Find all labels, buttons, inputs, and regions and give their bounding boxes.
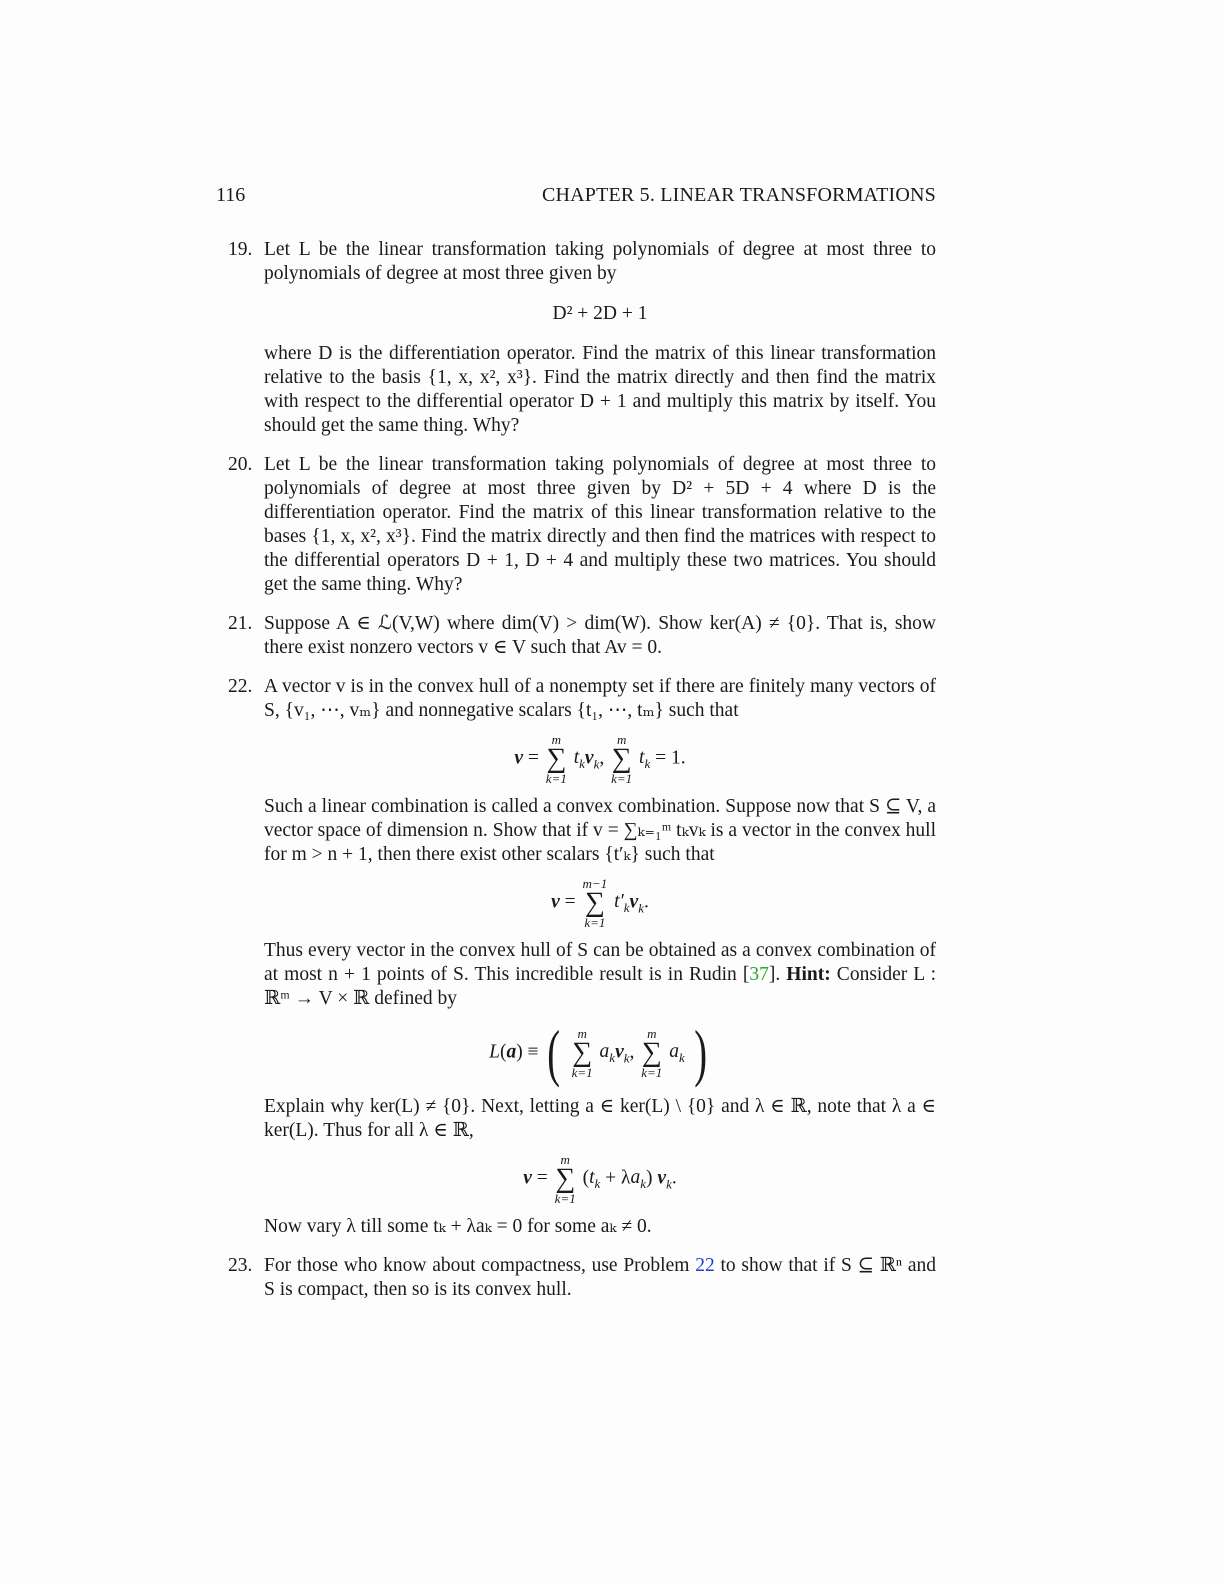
- problem-number: 22.: [228, 676, 253, 697]
- problem-text: For those who know about compactness, use Problem 22 to show that if S ⊆ ℝⁿ and S is compact, then so is its convex hull.: [264, 1255, 936, 1300]
- summation: m ∑ k=1: [611, 732, 633, 786]
- problem-20: [228, 453, 936, 597]
- problem-text: A vector v is in the convex hull of a nonempty set if there are finitely many vectors of S, {v₁, ⋯, vₘ} and nonnegative scalars {t₁, ⋯, tₘ} such that: [264, 676, 936, 721]
- problem-reference-link[interactable]: 22: [695, 1255, 715, 1276]
- problem-text: Suppose A ∈ ℒ(V,W) where dim(V) > dim(W). Show ker(A) ≠ {0}. That is, show there exist nonzero vectors v ∈ V such that Av = 0.: [264, 613, 936, 658]
- problem-text: Such a linear combination is called a convex combination. Suppose now that S ⊆ V, a vector space of dimension n. Show that if v = ∑ₖ₌₁ᵐ tₖvₖ is a vector in the convex hull for m > n + 1, then there exist other scalars {t′ₖ} such that: [264, 796, 936, 865]
- problem-list: [228, 238, 936, 1317]
- display-equation: v = m ∑ k=1 $t_kv_k$, m ∑ k=1 $t_k = 1$.: [514, 732, 686, 786]
- summation: m ∑ k=1: [554, 1152, 576, 1206]
- summation: m ∑ k=1: [545, 732, 567, 786]
- display-equation: v = m ∑ k=1 $(t_k + \lambda a_k)$ $v_k$.: [523, 1152, 677, 1206]
- page-header: [216, 184, 936, 208]
- problem-19: [228, 238, 936, 438]
- hint-label: Hint:: [786, 964, 831, 985]
- summation: m ∑ k=1: [641, 1026, 663, 1080]
- summation: m−1 ∑ k=1: [582, 876, 608, 930]
- problem-text: Let L be the linear transformation taking polynomials of degree at most three to polynomials of degree at most three given by: [264, 239, 936, 284]
- problem-number: 21.: [228, 613, 253, 634]
- chapter-title: CHAPTER 5. LINEAR TRANSFORMATIONS: [541, 184, 936, 206]
- display-equation: L(a) ≡ ( m ∑ k=1 $a_kv_k$, m ∑ k=1 $a_k$ ): [489, 1017, 707, 1088]
- summation: m ∑ k=1: [571, 1026, 593, 1080]
- problem-text: Thus every vector in the convex hull of S can be obtained as a convex combination of at most n + 1 points of S. This incredible result is in Rudin [37]. Hint: Consider L : ℝᵐ → V × ℝ defined by: [264, 940, 937, 1009]
- problem-text: Let L be the linear transformation taking polynomials of degree at most three to polynomials of degree at most three given by D² + 5D + 4 where D is the differentiation operator. Find the matrix of this linear transformation relative to the bases {1, x, x², x³}. Find the matrix directly and then find the matrices with respect to the differential operators D + 1, D + 4 and multiply these two matrices. You should get the same thing. Why?: [264, 454, 936, 595]
- problem-22: [228, 675, 936, 1239]
- citation-link[interactable]: 37: [749, 964, 769, 985]
- problem-21: [228, 612, 936, 660]
- problem-number: 19.: [228, 239, 253, 260]
- problem-number: 23.: [228, 1255, 253, 1276]
- problem-text: where D is the differentiation operator. Find the matrix of this linear transformation relative to the basis {1, x, x², x³}. Find the matrix directly and then find the matrix with respect to the differential operator D + 1 and multiply this matrix by itself. You should get the same thing. Why?: [264, 343, 936, 436]
- problem-text: Now vary λ till some tₖ + λaₖ = 0 for some aₖ ≠ 0.: [264, 1216, 652, 1237]
- page-number: 116: [216, 184, 246, 206]
- display-equation: v = m−1 ∑ k=1 $t'_kv_k$.: [551, 876, 649, 930]
- problem-23: [228, 1254, 936, 1302]
- display-equation: D² + 2D + 1: [552, 303, 648, 324]
- problem-number: 20.: [228, 454, 253, 475]
- problem-text: Explain why ker(L) ≠ {0}. Next, letting a ∈ ker(L) \ {0} and λ ∈ ℝ, note that λ a ∈ ker(L). Thus for all λ ∈ ℝ,: [264, 1096, 936, 1141]
